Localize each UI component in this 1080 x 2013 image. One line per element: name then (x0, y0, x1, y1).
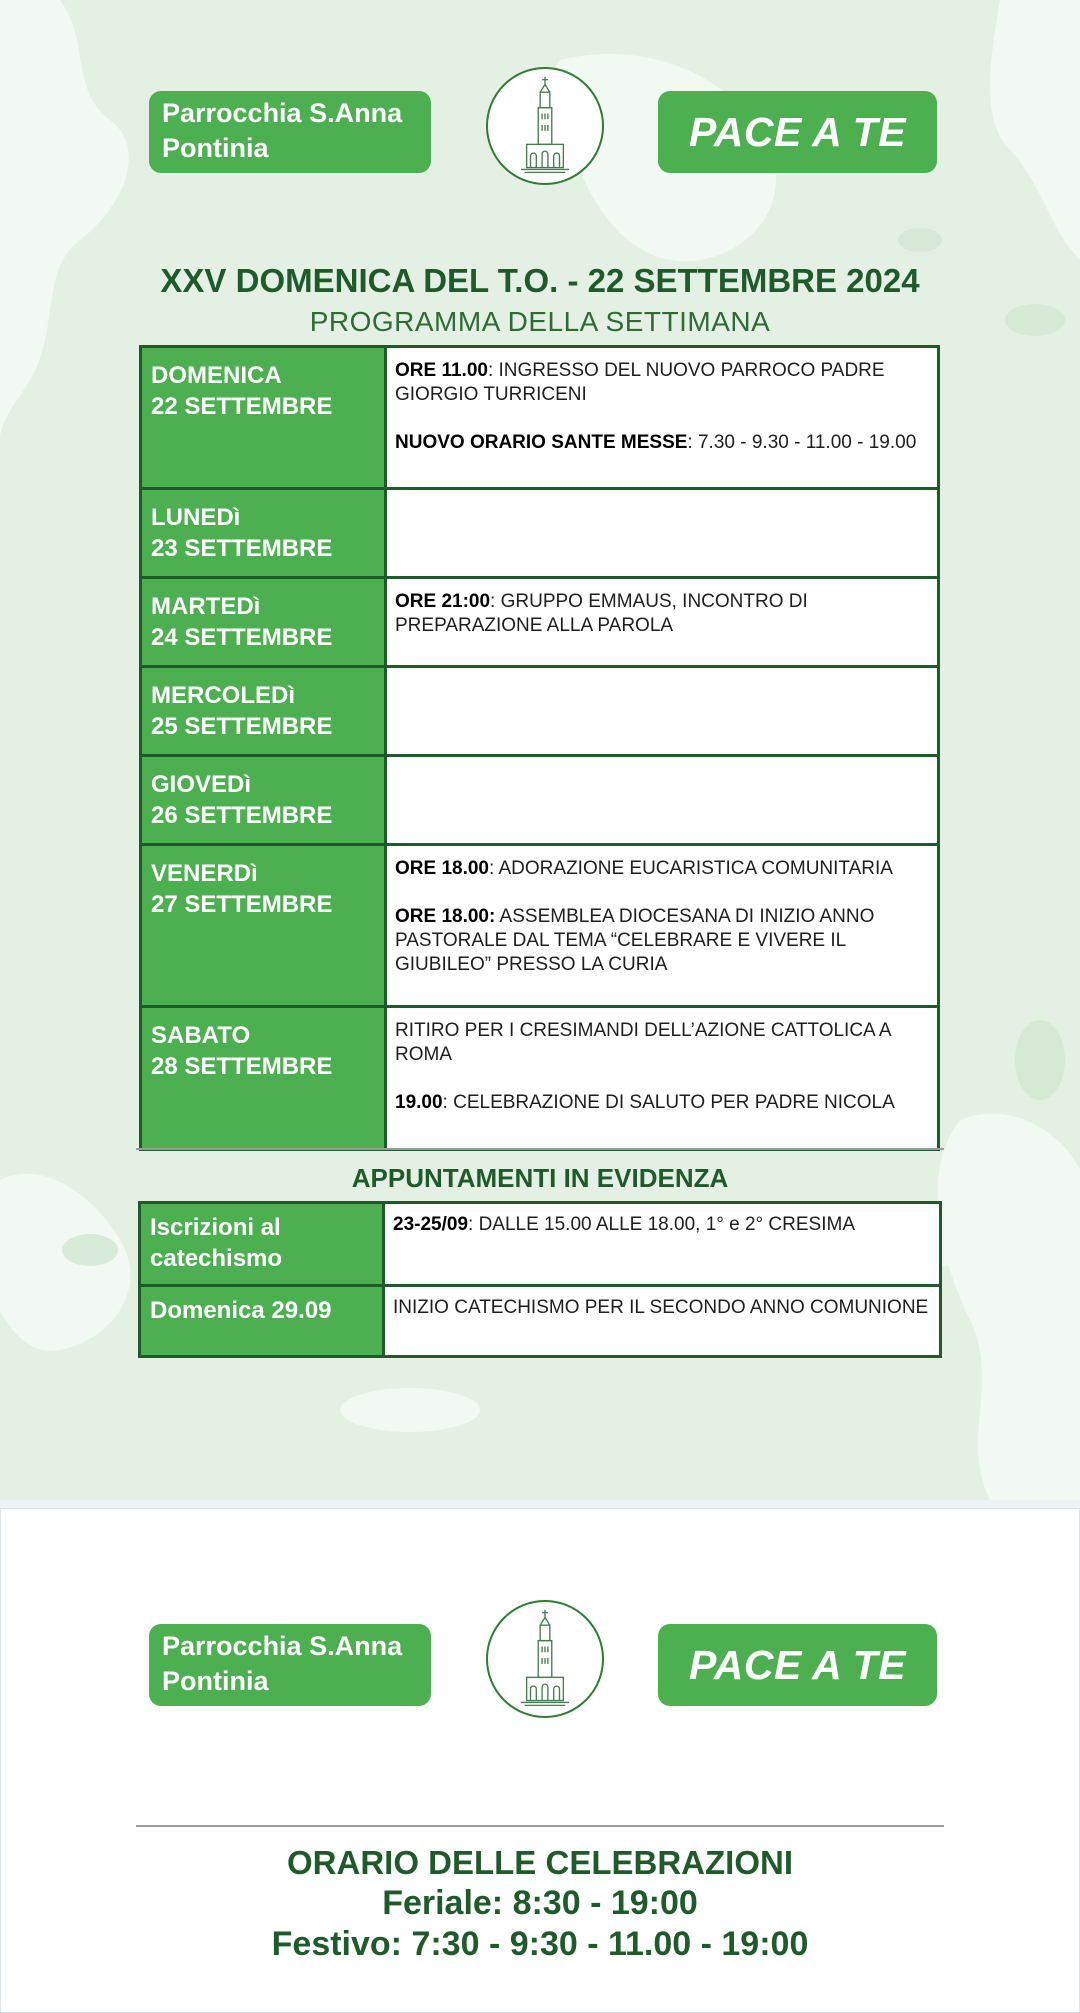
event-time: ORE 18.00 (395, 858, 489, 879)
highlight-description (384, 1286, 941, 1357)
day-cell (141, 489, 386, 578)
day-name: MERCOLEDì (151, 682, 295, 709)
event-time: ORE 11.00 (395, 360, 488, 381)
celebrations-title: ORARIO DELLE CELEBRAZIONI (286, 1844, 793, 1881)
events-cell (386, 667, 939, 756)
day-date: 27 SETTEMBRE (151, 891, 333, 918)
church-tower-logo-icon (486, 67, 604, 185)
highlights-table (138, 1201, 942, 1358)
day-date: 26 SETTEMBRE (151, 802, 333, 829)
day-cell (141, 578, 386, 667)
event-text: : 7.30 - 9.30 - 11.00 - 19.00 (687, 432, 917, 453)
weekday-schedule: Feriale: 8:30 - 19:00 (382, 1884, 698, 1922)
parish-name-line2: Pontinia (162, 1666, 269, 1696)
page-title: XXV DOMENICA DEL T.O. - 22 SETTEMBRE 2024 (160, 262, 920, 299)
highlight-text: INIZIO CATECHISMO PER IL SECONDO ANNO COMUNIONE (393, 1297, 929, 1318)
event-text: : INGRESSO DEL NUOVO PARROCO PADRE GIORGIO TURRICENI (395, 360, 885, 405)
event-text: : CELEBRAZIONE DI SALUTO PER PADRE NICOLA (442, 1092, 895, 1113)
poster-separator (0, 1500, 1080, 1508)
day-name: SABATO (151, 1022, 251, 1049)
schedule-row (141, 347, 939, 489)
events-cell (386, 578, 939, 667)
parish-name-badge (149, 1624, 431, 1706)
event-time: ORE 21:00 (395, 591, 491, 612)
day-cell (141, 667, 386, 756)
events-cell (386, 845, 939, 1007)
day-name: GIOVEDì (151, 771, 252, 798)
day-date: 23 SETTEMBRE (151, 535, 333, 562)
parish-name-line1: Parrocchia S.Anna (162, 98, 403, 128)
event-item (395, 359, 929, 407)
event-item (395, 1019, 929, 1067)
highlights-title: APPUNTAMENTI IN EVIDENZA (351, 1163, 729, 1193)
day-name: VENERDì (151, 860, 258, 887)
events-cell (386, 756, 939, 845)
parish-name-line1: Parrocchia S.Anna (162, 1631, 403, 1661)
section-divider (136, 1148, 944, 1150)
holiday-schedule: Festivo: 7:30 - 9:30 - 11.00 - 19:00 (271, 1925, 809, 1963)
event-time: 19.00 (395, 1092, 443, 1113)
event-item (395, 590, 929, 638)
parish-name-line2: Pontinia (162, 133, 269, 163)
schedule-row (141, 1007, 939, 1150)
highlight-date: 23-25/09 (393, 1214, 469, 1235)
schedule-row (141, 756, 939, 845)
event-item (395, 431, 929, 455)
highlight-label: Iscrizioni al catechismo (140, 1203, 384, 1286)
event-time: ORE 18.00: (395, 906, 496, 927)
highlight-text: : DALLE 15.00 ALLE 18.00, 1° e 2° CRESIMA (468, 1214, 855, 1235)
event-text: RITIRO PER I CRESIMANDI DELL’AZIONE CATTOLICA A ROMA (395, 1020, 891, 1065)
event-text: ASSEMBLEA DIOCESANA DI INIZIO ANNO PASTORALE DAL TEMA “CELEBRARE E VIVERE IL GIUBILEO” PRESSO LA CURIA (395, 906, 875, 975)
highlight-row (140, 1286, 941, 1357)
event-item (395, 857, 929, 881)
event-item (395, 905, 929, 977)
event-item (395, 1091, 929, 1115)
day-name: LUNEDì (151, 504, 241, 531)
day-cell (141, 756, 386, 845)
page-subtitle: PROGRAMMA DELLA SETTIMANA (309, 306, 771, 337)
day-date: 24 SETTEMBRE (151, 624, 333, 651)
events-cell (386, 347, 939, 489)
weekly-schedule-table (139, 345, 940, 1151)
highlight-label: Domenica 29.09 (140, 1286, 384, 1357)
events-cell (386, 489, 939, 578)
church-tower-logo-icon (486, 1600, 604, 1718)
events-cell (386, 1007, 939, 1150)
day-cell (141, 1007, 386, 1150)
slogan-badge: PACE A TE (658, 91, 937, 173)
day-date: 28 SETTEMBRE (151, 1053, 333, 1080)
highlight-row (140, 1203, 941, 1286)
event-text: : ADORAZIONE EUCARISTICA COMUNITARIA (489, 858, 893, 879)
day-cell (141, 347, 386, 489)
poster-header (0, 65, 1080, 195)
poster-header (0, 1598, 1080, 1728)
event-time: NUOVO ORARIO SANTE MESSE (395, 432, 688, 453)
highlight-description (384, 1203, 941, 1286)
day-date: 22 SETTEMBRE (151, 393, 333, 420)
parish-name-badge (149, 91, 431, 173)
schedule-row (141, 667, 939, 756)
event-text: : GRUPPO EMMAUS, INCONTRO DI PREPARAZIONE ALLA PAROLA (395, 591, 808, 636)
day-cell (141, 845, 386, 1007)
schedule-row (141, 489, 939, 578)
section-divider (136, 1825, 944, 1827)
day-name: DOMENICA (151, 362, 282, 389)
schedule-row (141, 845, 939, 1007)
day-date: 25 SETTEMBRE (151, 713, 333, 740)
day-name: MARTEDì (151, 593, 261, 620)
slogan-badge: PACE A TE (658, 1624, 937, 1706)
schedule-row (141, 578, 939, 667)
